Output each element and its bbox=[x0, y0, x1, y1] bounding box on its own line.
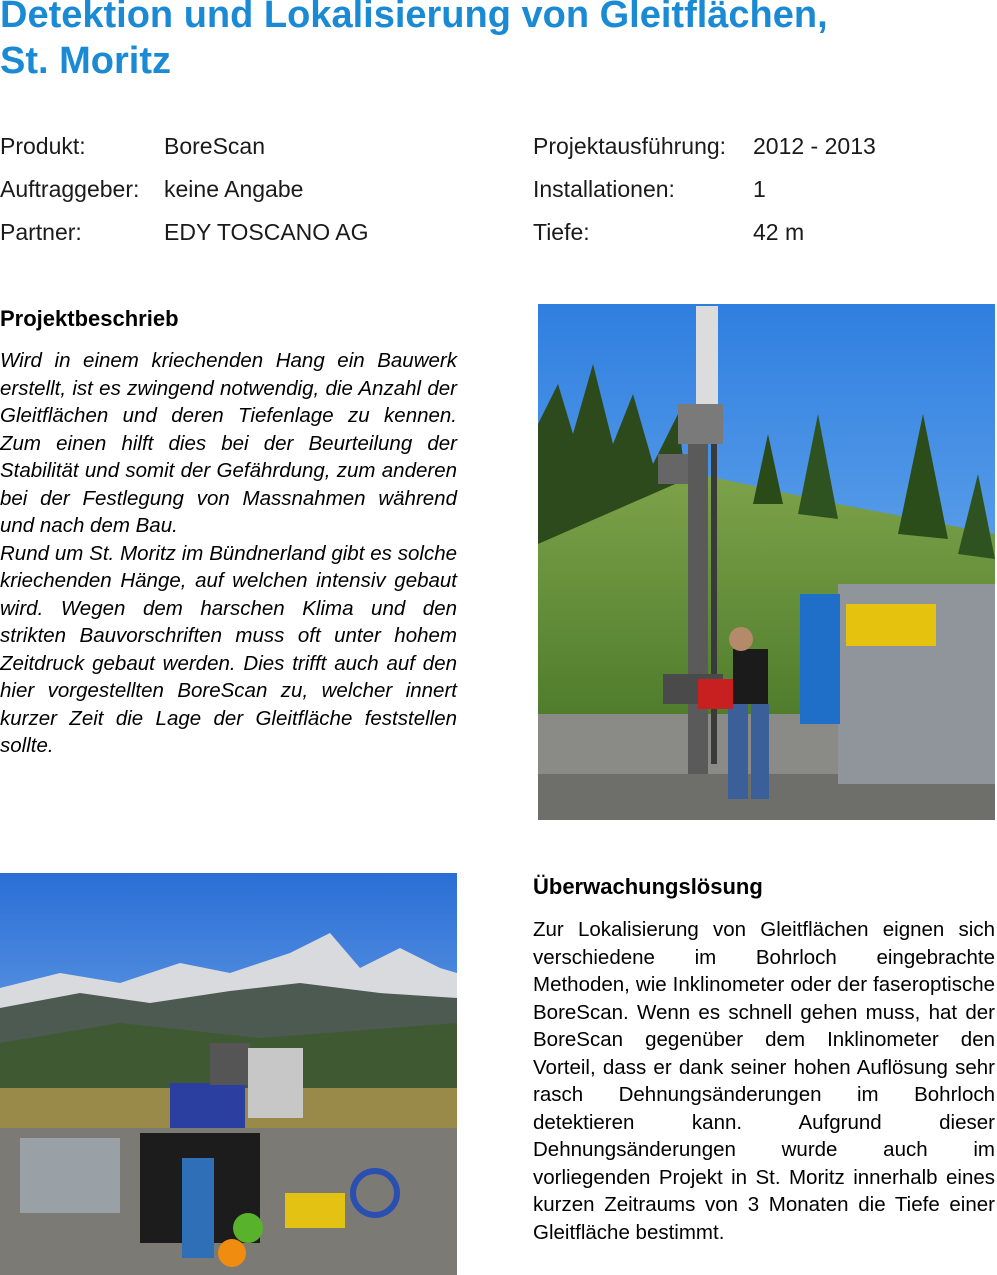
meta-value: EDY TOSCANO AG bbox=[164, 219, 369, 245]
ueberwachung-text bbox=[533, 916, 995, 1246]
drilling-rig-illustration bbox=[538, 304, 995, 820]
meta-value: 1 bbox=[753, 176, 766, 202]
section-heading-projektbeschrieb: Projektbeschrieb bbox=[0, 306, 179, 331]
page-title bbox=[0, 0, 990, 84]
meta-label: Partner: bbox=[0, 219, 82, 245]
meta-value: 2012 - 2013 bbox=[753, 133, 876, 159]
photo-measurement-equipment bbox=[0, 873, 457, 1275]
page-title-line-2: St. Moritz bbox=[0, 40, 171, 82]
meta-value: BoreScan bbox=[164, 133, 266, 159]
projektbeschrieb-paragraph-1: Wird in einem kriechenden Hang ein Bauwerk erstellt, ist es zwingend notwendig, die Anzahl der Gleitflächen und deren Tiefenlage zu kennen. Zum einen hilft dies bei der Beurteilung der Stabilität und somit der Gefährdung, zum anderen bei der Festlegung von Massnahmen während und nach dem Bau. bbox=[0, 349, 457, 537]
projektbeschrieb-paragraph-2: Rund um St. Moritz im Bündnerland gibt es solche kriechenden Hänge, auf welchen intensiv gebaut wird. Wegen dem harschen Klima und den strikten Bauvorschriften muss oft unter hohem Zeitdruck gebaut werden. Dies trifft auch auf den hier vorgestellten BoreScan zu, welcher innert kurzer Zeit die Lage der Gleitfläche feststellen sollte. bbox=[0, 541, 457, 757]
photo-drilling-rig bbox=[538, 304, 995, 820]
section-heading-ueberwachungsloesung: Überwachungslösung bbox=[533, 874, 763, 899]
measurement-equipment-illustration bbox=[0, 873, 457, 1275]
page-title-line-1: Detektion und Lokalisierung von Gleitflächen, bbox=[0, 0, 828, 36]
meta-value: 42 m bbox=[753, 219, 805, 245]
meta-value: keine Angabe bbox=[164, 176, 304, 202]
meta-label: Tiefe: bbox=[533, 219, 590, 245]
meta-label: Auftraggeber: bbox=[0, 176, 140, 202]
projektbeschrieb-text bbox=[0, 347, 457, 760]
ueberwachung-paragraph: Zur Lokalisierung von Gleitflächen eignen sich verschiedene im Bohrloch eingebrachte Methoden, wie Inklinometer oder der faseroptische BoreScan. Wenn es schnell gehen muss, hat der BoreScan gegenüber dem Inklinometer den Vorteil, dass er dank seiner hohen Auflösung sehr rasch Dehnungsänderungen im Bohrloch detektieren kann. Aufgrund dieser Dehnungsänderungen wurde auch im vorliegenden Projekt in St. Moritz innerhalb eines kurzen Zeitraums von 3 Monaten die Tiefe einer Gleitfläche bestimmt. bbox=[533, 918, 995, 1244]
meta-label: Projektausführung: bbox=[533, 133, 727, 159]
meta-label: Installationen: bbox=[533, 176, 675, 202]
meta-label: Produkt: bbox=[0, 133, 86, 159]
